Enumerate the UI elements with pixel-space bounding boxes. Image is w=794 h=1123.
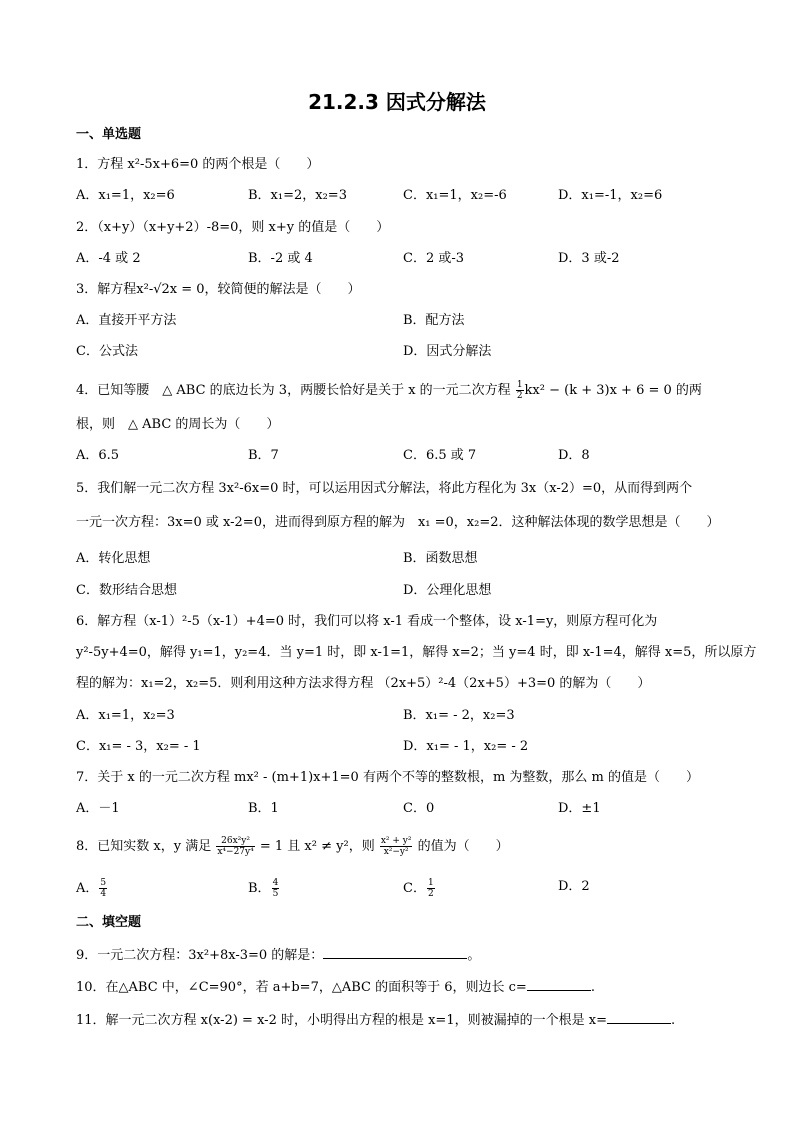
q3-option-c: C．公式法 bbox=[76, 344, 138, 359]
q1-option-a: A．x₁=1，x₂=6 bbox=[76, 188, 175, 203]
question-1: 1．方程 x²-5x+6=0 的两个根是（ ） bbox=[76, 157, 320, 172]
q8-c-fraction bbox=[427, 878, 435, 899]
question-6-line-2: y²-5y+4=0，解得 y₁=1，y₂=4．当 y=1 时，即 x-1=1，解得 x=2；当 y=4 时，即 x-1=4，解得 x=5，所以原方 bbox=[76, 645, 757, 660]
q9-text: 9．一元二次方程：3x²+8x-3=0 的解是： bbox=[76, 948, 324, 963]
q8-a-den: 4 bbox=[100, 889, 107, 899]
q8-f2-numerator: x² + y² bbox=[380, 836, 412, 846]
question-4-line-2: 根，则 △ ABC 的周长为（ ） bbox=[76, 417, 280, 432]
q8-option-c bbox=[403, 878, 436, 899]
one-half-fraction: $\frac{1}{2}$ bbox=[516, 380, 523, 401]
q10-answer-blank[interactable] bbox=[527, 978, 591, 991]
question-6-line-3: 程的解为：x₁=2，x₂=5．则利用这种方法求得方程 （2x+5）²-4（2x+5）+3=0 的解为（ ） bbox=[76, 676, 651, 691]
q10-end: . bbox=[590, 980, 595, 995]
q8-f1-numerator: 26x²y² bbox=[216, 836, 254, 847]
q8-f1-denominator: x⁴−27y⁴ bbox=[217, 847, 254, 857]
q6-option-a: A．x₁=1，x₂=3 bbox=[76, 708, 175, 723]
q8-b-fraction bbox=[272, 878, 280, 899]
question-10 bbox=[76, 978, 595, 997]
q9-end: 。 bbox=[467, 948, 481, 963]
q7-option-d: D．±1 bbox=[558, 801, 601, 816]
q2-option-a: A．-4 或 2 bbox=[76, 251, 141, 266]
q10-text: 10．在△ABC 中，∠C=90°，若 a+b=7，△ABC 的面积等于 6，则边长 c= bbox=[76, 980, 527, 995]
question-4-line-1 bbox=[76, 380, 702, 401]
q8-option-d: D．2 bbox=[558, 879, 590, 894]
question-5-line-2: 一元一次方程：3x=0 或 x-2=0，进而得到原方程的解为 x₁ =0，x₂=2．这种解法体现的数学思想是（ ） bbox=[76, 515, 720, 530]
q8-text-pre: 8．已知实数 x，y 满足 bbox=[76, 839, 212, 854]
q2-option-c: C．2 或-3 bbox=[403, 251, 465, 266]
q7-option-a: A．－1 bbox=[76, 801, 120, 816]
q8-b-den: 5 bbox=[272, 889, 279, 899]
q4-equation: kx² − (k + 3)x + 6 = 0 的两 bbox=[524, 383, 702, 398]
question-5-line-1: 5．我们解一元二次方程 3x²-6x=0 时，可以运用因式分解法，将此方程化为 3x（x-2）=0，从而得到两个 bbox=[76, 481, 693, 496]
q8-f2-denominator: x²−y² bbox=[383, 847, 409, 857]
page-title: 21.2.3 因式分解法 bbox=[308, 90, 486, 114]
q1-option-d: D．x₁=-1，x₂=6 bbox=[558, 188, 663, 203]
q2-option-d: D．3 或-2 bbox=[558, 251, 620, 266]
q8-a-fraction bbox=[99, 878, 107, 899]
q5-option-d: D．公理化思想 bbox=[403, 583, 492, 598]
q4-option-d: D．8 bbox=[558, 448, 590, 463]
q8-c-num: 1 bbox=[427, 878, 434, 888]
section-heading-single-choice: 一、单选题 bbox=[76, 127, 142, 142]
q8-option-b bbox=[248, 878, 280, 899]
question-7: 7．关于 x 的一元二次方程 mx² - (m+1)x+1=0 有两个不等的整数根，m 为整数，那么 m 的值是（ ） bbox=[76, 770, 700, 785]
q8-text-mid: = 1 且 x² ≠ y²，则 bbox=[259, 839, 375, 854]
q1-option-b: B．x₁=2，x₂=3 bbox=[248, 188, 347, 203]
q4-option-a: A．6.5 bbox=[76, 448, 120, 463]
q2-option-b: B．-2 或 4 bbox=[248, 251, 313, 266]
q7-option-b: B．1 bbox=[248, 801, 279, 816]
question-2: 2．（x+y）（x+y+2）-8=0，则 x+y 的值是（ ） bbox=[76, 220, 390, 235]
question-8 bbox=[76, 836, 509, 857]
question-9 bbox=[76, 946, 480, 965]
q8-c-label: C． bbox=[403, 881, 426, 896]
q5-option-a: A．转化思想 bbox=[76, 551, 151, 566]
q4-text: 4．已知等腰 △ ABC 的底边长为 3，两腰长恰好是关于 x 的一元二次方程 bbox=[76, 383, 511, 398]
q6-option-c: C．x₁= - 3，x₂= - 1 bbox=[76, 739, 201, 754]
q5-option-b: B．函数思想 bbox=[403, 551, 478, 566]
q6-option-d: D．x₁= - 1，x₂= - 2 bbox=[403, 739, 529, 754]
q3-option-d: D．因式分解法 bbox=[403, 344, 492, 359]
q7-option-c: C．0 bbox=[403, 801, 435, 816]
q5-option-c: C．数形结合思想 bbox=[76, 583, 177, 598]
q9-answer-blank[interactable] bbox=[323, 946, 467, 959]
q8-fraction-target bbox=[380, 836, 413, 857]
q8-c-den: 2 bbox=[427, 889, 434, 899]
q8-fraction-condition bbox=[216, 836, 254, 857]
q8-text-post: 的值为（ ） bbox=[417, 839, 509, 854]
q8-b-num: 4 bbox=[272, 878, 279, 888]
q8-a-label: A． bbox=[76, 881, 99, 896]
question-11 bbox=[76, 1011, 675, 1030]
q4-option-b: B．7 bbox=[248, 448, 279, 463]
q11-answer-blank[interactable] bbox=[607, 1011, 671, 1024]
q6-option-b: B．x₁= - 2，x₂=3 bbox=[403, 708, 515, 723]
q4-option-c: C．6.5 或 7 bbox=[403, 448, 477, 463]
q11-text: 11．解一元二次方程 x(x-2) = x-2 时，小明得出方程的根是 x=1，则被漏掉的一个根是 x= bbox=[76, 1013, 607, 1028]
question-3: 3．解方程x²-√2x = 0，较简便的解法是（ ） bbox=[76, 282, 361, 297]
q1-option-c: C．x₁=1，x₂=-6 bbox=[403, 188, 507, 203]
q8-option-a bbox=[76, 878, 108, 899]
q8-b-label: B． bbox=[248, 881, 271, 896]
q3-option-a: A．直接开平方法 bbox=[76, 313, 177, 328]
question-6-line-1: 6．解方程（x-1）²-5（x-1）+4=0 时，我们可以将 x-1 看成一个整体，设 x-1=y，则原方程可化为 bbox=[76, 614, 658, 629]
q8-a-num: 5 bbox=[100, 878, 107, 888]
q11-end: . bbox=[670, 1013, 676, 1028]
section-heading-fill-in: 二、填空题 bbox=[76, 915, 142, 930]
q3-option-b: B．配方法 bbox=[403, 313, 465, 328]
